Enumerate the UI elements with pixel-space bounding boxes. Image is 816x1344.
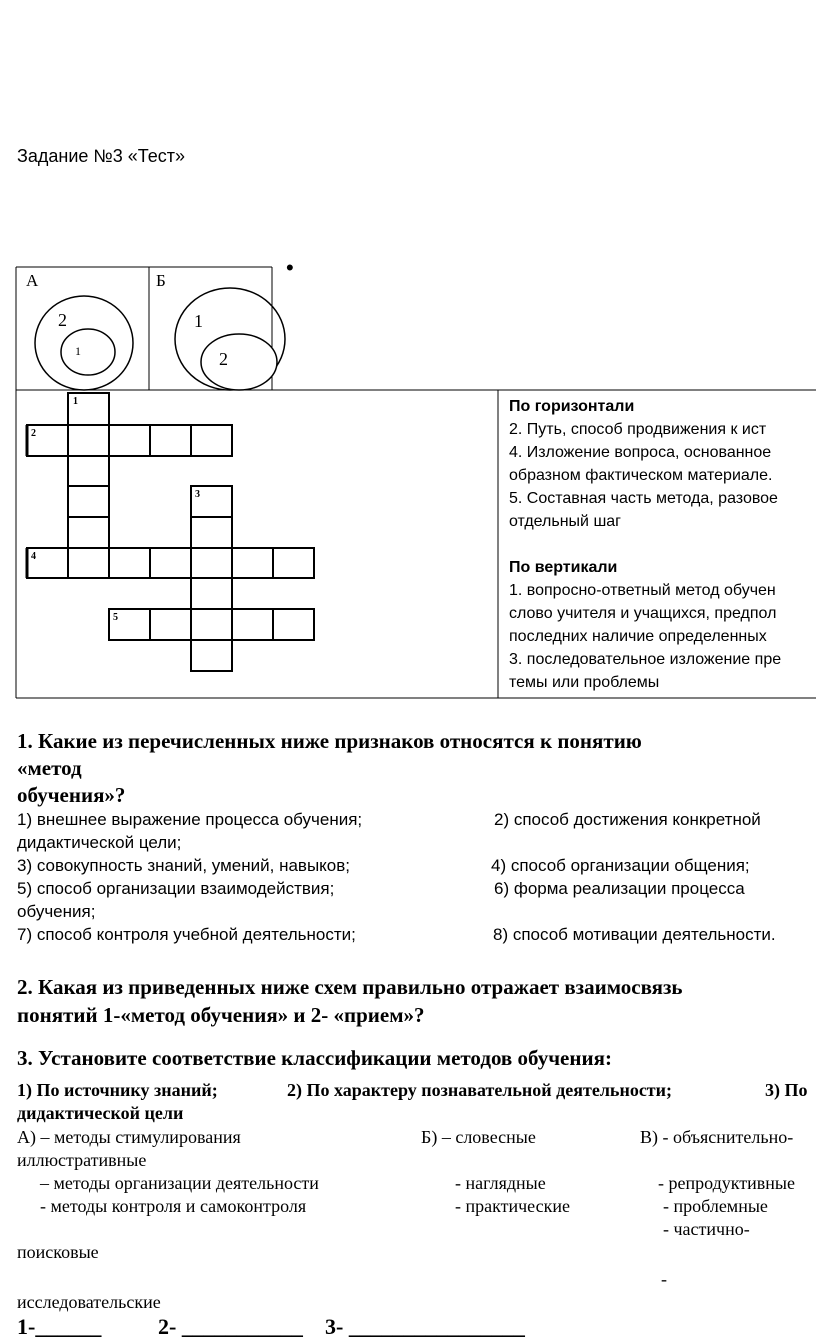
clue-line: 3. последовательное изложение пре [509, 651, 782, 668]
crossword-cell [68, 548, 109, 578]
q1-title-line: «метод [17, 756, 82, 780]
q3-col-c-item: В) - объяснительно- [640, 1127, 794, 1147]
crossword-cell [191, 609, 232, 640]
clue-line: 4. Изложение вопроса, основанное [509, 444, 772, 461]
q3-col-a-item: - методы контроля и самоконтроля [40, 1196, 307, 1216]
answer-1-field[interactable]: 1-______ [17, 1314, 102, 1339]
crossword-cell [232, 609, 273, 640]
q3-wrap: исследовательские [17, 1292, 161, 1312]
q3-criterion-wrap: дидактической цели [17, 1103, 184, 1123]
scheme-b-number-2: 2 [219, 349, 228, 369]
clue-line: темы или проблемы [509, 674, 660, 691]
q1-option: 1) внешнее выражение процесса обучения; [17, 810, 363, 829]
crossword-number-5: 5 [113, 612, 118, 623]
question-2 [17, 973, 683, 1029]
q3-col-a-item: А) – методы стимулирования [17, 1127, 241, 1147]
scheme-b-number-1: 1 [194, 311, 203, 331]
q1-option: 8) способ мотивации деятельности. [493, 925, 776, 944]
crossword-cell [150, 609, 191, 640]
q3-col-b-item: Б) – словесные [421, 1127, 536, 1147]
crossword-cell [68, 425, 109, 456]
crossword-cell [150, 425, 191, 456]
clues-vertical-title: По вертикали [509, 559, 618, 576]
scheme-a [35, 296, 133, 390]
crossword-cell [68, 456, 109, 486]
scheme-a-label: А [26, 271, 39, 290]
clue-line: слово учителя и учащихся, предпол [509, 605, 777, 622]
q3-col-c-item: - проблемные [663, 1196, 768, 1216]
crossword-number-3: 3 [195, 489, 200, 500]
crossword-cell [109, 425, 150, 456]
q1-option: 7) способ контроля учебной деятельности; [17, 925, 356, 944]
q1-option: 2) способ достижения конкретной [494, 810, 761, 829]
q1-option: 6) форма реализации процесса [494, 879, 745, 898]
clue-line: 5. Составная часть метода, разовое [509, 490, 778, 507]
q1-option: 5) способ организации взаимодействия; [17, 879, 335, 898]
q3-col-b-item: - наглядные [455, 1173, 546, 1193]
q3-wrap: поисковые [17, 1242, 99, 1262]
q3-columns [0, 1126, 816, 1326]
q3-criterion: 2) По характеру познавательной деятельности; [287, 1080, 673, 1100]
q2-line: 2. Какая из приведенных ниже схем правильно отражает взаимосвязь [17, 975, 683, 999]
q3-criteria [17, 1080, 816, 1103]
task-title: Задание №3 «Тест» [17, 146, 185, 166]
scheme-a-outer-circle [35, 296, 133, 390]
answer-2-field[interactable]: 2- ___________ [158, 1314, 303, 1339]
question-1-title [17, 728, 642, 809]
clue-line: 2. Путь, способ продвижения к ист [509, 421, 767, 438]
q3-col-a-item: – методы организации деятельности [40, 1173, 319, 1193]
crossword-grid [27, 393, 314, 671]
q3-col-b-item: - практические [455, 1196, 570, 1216]
crossword-cell [109, 548, 150, 578]
clue-line: последних наличие определенных [509, 628, 767, 645]
crossword-cell [191, 517, 232, 548]
q3-wrap: иллюстративные [17, 1150, 147, 1170]
crossword-cell [191, 548, 232, 578]
q1-option-wrap: обучения; [17, 902, 96, 921]
crossword-cell [273, 548, 314, 578]
clue-line: образном фактическом материале. [509, 467, 773, 484]
scheme-a-inner-number: 1 [75, 344, 81, 358]
clue-line: 1. вопросно-ответный метод обучен [509, 582, 776, 599]
scheme-b [175, 288, 285, 390]
q3-col-c-item: - [661, 1269, 667, 1289]
q3-col-c-item: - частично- [663, 1219, 750, 1239]
crossword-number-2: 2 [31, 428, 36, 439]
q1-title-line: 1. Какие из перечисленных ниже признаков относятся к понятию [17, 729, 642, 753]
q1-option: 3) совокупность знаний, умений, навыков; [17, 856, 350, 875]
clues-horizontal-title: По горизонтали [509, 398, 635, 415]
crossword-cell [68, 486, 109, 517]
crossword-cell [273, 609, 314, 640]
clue-line: отдельный шаг [509, 513, 622, 530]
crossword-number-1: 1 [73, 396, 78, 407]
bullet: • [286, 255, 294, 280]
q2-line: понятий 1-«метод обучения» и 2- «прием»? [17, 1003, 425, 1027]
q3-criterion: 3) По [765, 1080, 808, 1100]
answer-line [0, 1314, 816, 1342]
crossword-cell [191, 425, 232, 456]
crossword-cell [68, 517, 109, 548]
crossword-cell [191, 640, 232, 671]
q3-col-c-item: - репродуктивные [658, 1173, 795, 1193]
crossword-cell [232, 548, 273, 578]
scheme-b-label: Б [156, 271, 166, 290]
q1-option: 4) способ организации общения; [491, 856, 750, 875]
crossword-number-4: 4 [31, 551, 36, 562]
crossword-cell [191, 578, 232, 609]
answer-3-field[interactable]: 3- ________________ [325, 1314, 525, 1339]
crossword-cell [150, 548, 191, 578]
scheme-b-circle-2 [201, 334, 277, 390]
scheme-a-inner-circle [61, 329, 115, 375]
question-1-options [17, 808, 816, 946]
q1-option-wrap: дидактической цели; [17, 833, 182, 852]
question-3-title: 3. Установите соответствие классификации методов обучения: [17, 1046, 612, 1070]
q3-criterion: 1) По источнику знаний; [17, 1080, 218, 1100]
crossword-clues [509, 395, 781, 694]
q1-title-line: обучения»? [17, 783, 126, 807]
scheme-a-outer-number: 2 [58, 310, 67, 330]
